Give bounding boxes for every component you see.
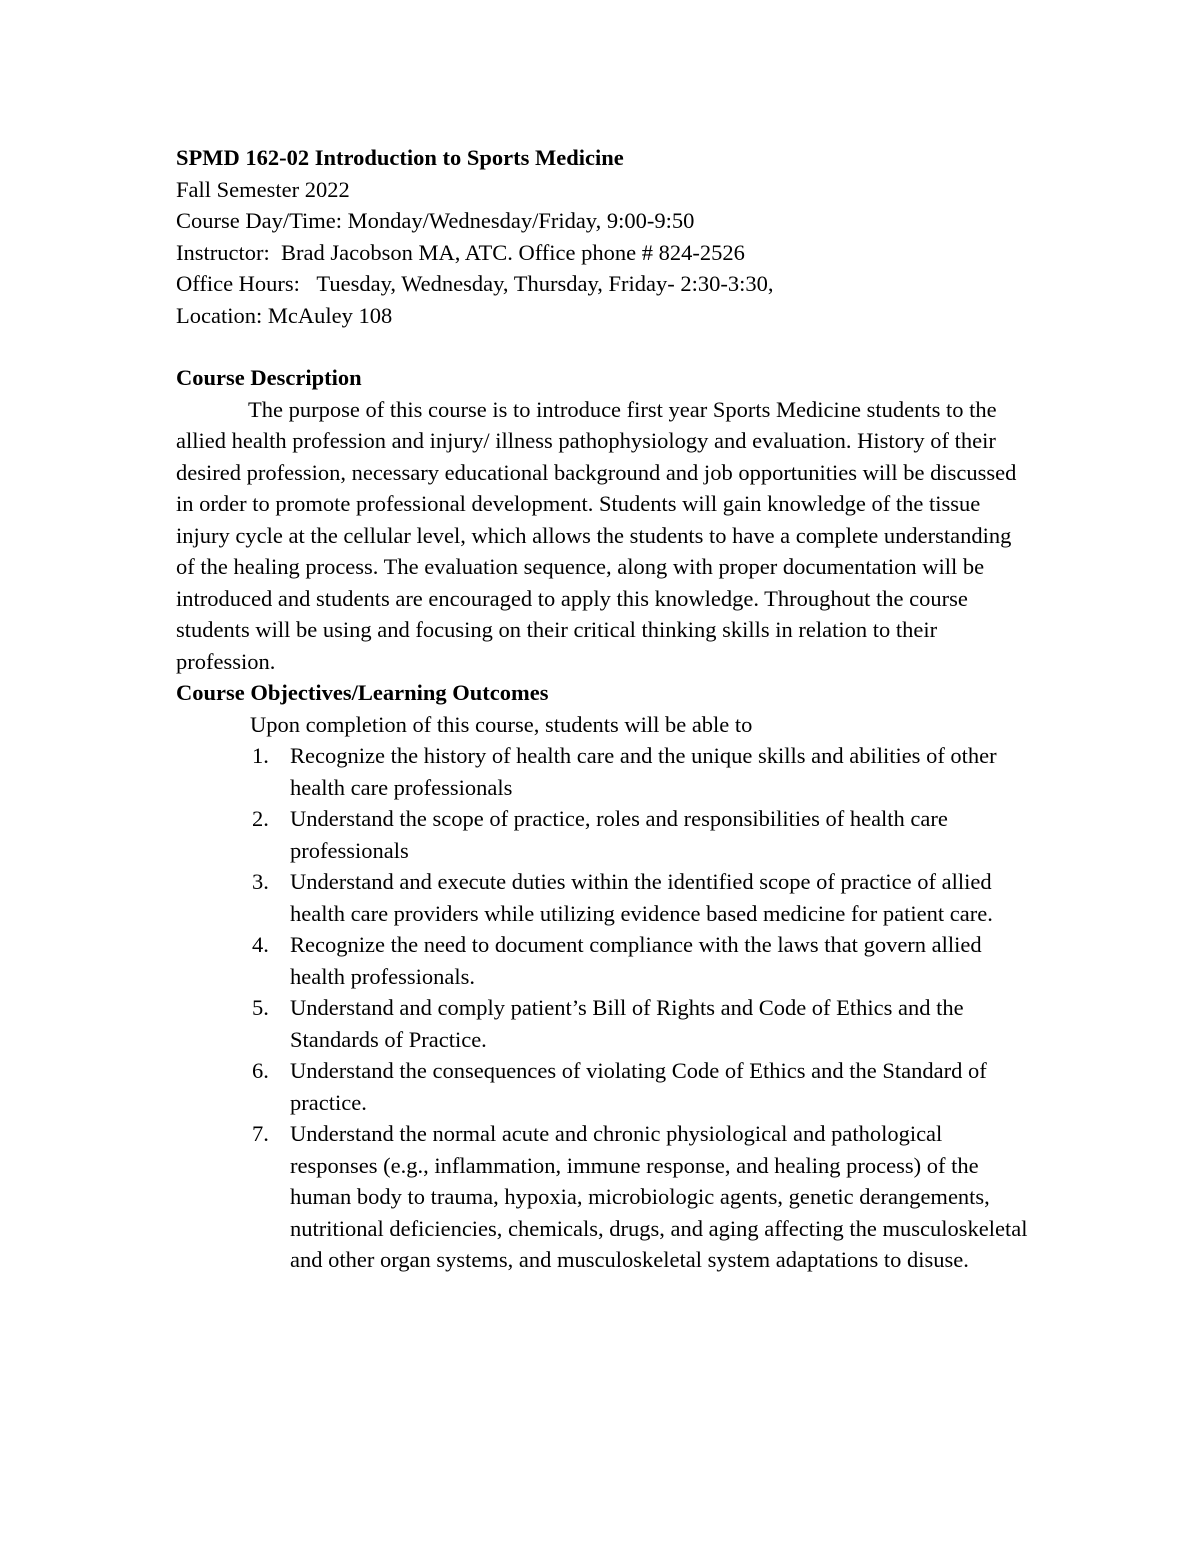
instructor-info: Instructor: Brad Jacobson MA, ATC. Office phone # 824-2526 — [176, 239, 745, 265]
list-item — [176, 1055, 1030, 1118]
course-objectives-heading: Course Objectives/Learning Outcomes — [176, 680, 549, 705]
course-description-body: The purpose of this course is to introduce first year Sports Medicine students to the allied health profession and injury/ illness pathophysiology and evaluation. History of their desired profession, necessary educational background and job opportunities will be discussed in order to promote professional development. Students will gain knowledge of the tissue injury cycle at the cellular level, which allows the students to have a complete understanding of the healing process. The evaluation sequence, along with proper documentation will be introduced and students are encouraged to apply this knowledge. Throughout the course students will be using and focusing on their critical thinking skills in relation to their profession. — [176, 396, 1017, 674]
list-item-number: 3. — [252, 869, 269, 894]
list-item — [176, 866, 1030, 929]
list-item-number: 4. — [252, 932, 269, 957]
list-item — [176, 992, 1030, 1055]
list-item — [176, 929, 1030, 992]
list-item-number: 1. — [252, 743, 269, 768]
objectives-intro: Upon completion of this course, students will be able to — [250, 711, 753, 737]
syllabus-page — [176, 142, 1036, 1276]
office-hours: Office Hours: Tuesday, Wednesday, Thursday, Friday- 2:30-3:30, — [176, 271, 774, 296]
course-day-time: Course Day/Time: Monday/Wednesday/Friday, 9:00-9:50 — [176, 208, 695, 233]
spacer — [176, 331, 1036, 362]
list-item-number: 6. — [252, 1058, 269, 1083]
list-item-number: 2. — [252, 806, 269, 831]
list-item-number: 7. — [252, 1121, 269, 1146]
list-item — [176, 740, 1030, 803]
list-item-text: Understand the consequences of violating Code of Ethics and the Standard of practice. — [290, 1058, 987, 1115]
list-item — [176, 803, 1030, 866]
list-item-text: Understand the normal acute and chronic physiological and pathological responses (e.g., inflammation, immune response, and healing process) of the human body to trauma, hypoxia, microbiologic agents, genetic derangements, nutritional deficiencies, chemicals, drugs, and aging affecting the musculoskeletal and other organ systems, and musculoskeletal system adaptations to disuse. — [290, 1121, 1028, 1272]
course-title: SPMD 162-02 Introduction to Sports Medicine — [176, 145, 624, 170]
list-item-text: Recognize the need to document compliance with the laws that govern allied health professionals. — [290, 932, 982, 989]
semester: Fall Semester 2022 — [176, 176, 350, 202]
objectives-list — [176, 740, 1036, 1276]
list-item-text: Recognize the history of health care and the unique skills and abilities of other health care professionals — [290, 743, 997, 800]
list-item-text: Understand and execute duties within the identified scope of practice of allied health care providers while utilizing evidence based medicine for patient care. — [290, 869, 993, 926]
location: Location: McAuley 108 — [176, 302, 393, 328]
list-item-text: Understand the scope of practice, roles and responsibilities of health care professionals — [290, 806, 948, 863]
list-item-number: 5. — [252, 995, 269, 1020]
course-description-heading: Course Description — [176, 365, 362, 390]
list-item — [176, 1118, 1030, 1276]
list-item-text: Understand and comply patient’s Bill of Rights and Code of Ethics and the Standards of Practice. — [290, 995, 964, 1052]
